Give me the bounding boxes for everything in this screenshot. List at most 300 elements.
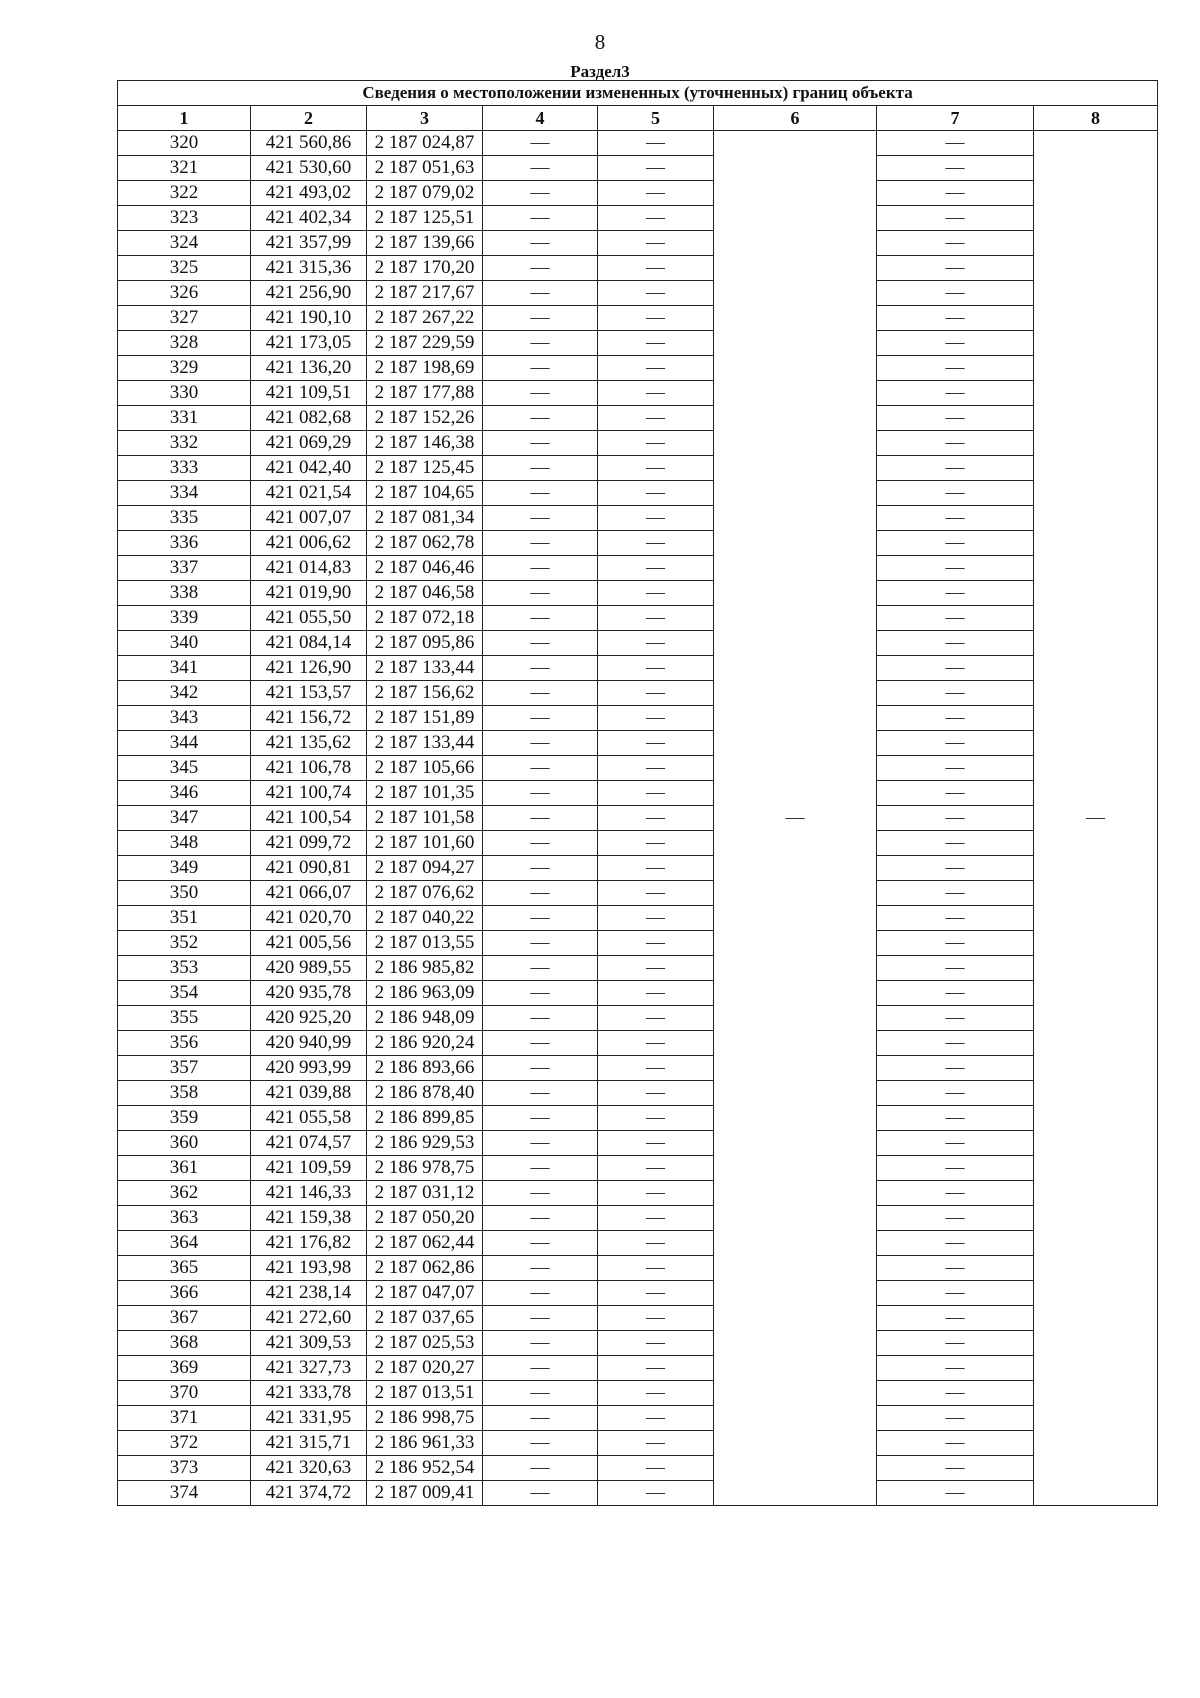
table-row — [118, 1056, 1158, 1081]
coord-x-cell: 421 019,90 — [251, 581, 367, 606]
coord-y-cell: 2 187 020,27 — [367, 1356, 483, 1381]
col5-dash-cell: — — [598, 1456, 714, 1481]
table-row — [118, 1281, 1158, 1306]
point-number-cell: 348 — [118, 831, 251, 856]
col7-dash-cell: — — [877, 231, 1034, 256]
column-header-1: 1 — [118, 106, 251, 131]
col7-dash-cell: — — [877, 1256, 1034, 1281]
coord-y-cell: 2 186 985,82 — [367, 956, 483, 981]
col7-dash-cell: — — [877, 631, 1034, 656]
coord-x-cell: 421 156,72 — [251, 706, 367, 731]
column-header-8: 8 — [1034, 106, 1158, 131]
table-row — [118, 556, 1158, 581]
coord-y-cell: 2 187 050,20 — [367, 1206, 483, 1231]
coord-x-cell: 421 357,99 — [251, 231, 367, 256]
point-number-cell: 323 — [118, 206, 251, 231]
coord-x-cell: 421 069,29 — [251, 431, 367, 456]
table-row — [118, 1306, 1158, 1331]
table-caption: Сведения о местоположении измененных (уточненных) границ объекта — [118, 81, 1158, 106]
coord-x-cell: 421 320,63 — [251, 1456, 367, 1481]
col5-dash-cell: — — [598, 1031, 714, 1056]
col7-dash-cell: — — [877, 1456, 1034, 1481]
col5-dash-cell: — — [598, 1156, 714, 1181]
col7-dash-cell: — — [877, 206, 1034, 231]
coord-y-cell: 2 187 031,12 — [367, 1181, 483, 1206]
coord-y-cell: 2 187 105,66 — [367, 756, 483, 781]
point-number-cell: 338 — [118, 581, 251, 606]
point-number-cell: 324 — [118, 231, 251, 256]
coord-y-cell: 2 187 095,86 — [367, 631, 483, 656]
col5-dash-cell: — — [598, 831, 714, 856]
col7-dash-cell: — — [877, 1081, 1034, 1106]
col4-dash-cell: — — [483, 1031, 598, 1056]
col7-dash-cell: — — [877, 531, 1034, 556]
point-number-cell: 351 — [118, 906, 251, 931]
column-header-7: 7 — [877, 106, 1034, 131]
col5-dash-cell: — — [598, 581, 714, 606]
col4-dash-cell: — — [483, 1156, 598, 1181]
col5-dash-cell: — — [598, 906, 714, 931]
col5-dash-cell: — — [598, 306, 714, 331]
coord-x-cell: 421 530,60 — [251, 156, 367, 181]
table-row — [118, 606, 1158, 631]
point-number-cell: 365 — [118, 1256, 251, 1281]
col5-dash-cell: — — [598, 731, 714, 756]
point-number-cell: 339 — [118, 606, 251, 631]
point-number-cell: 371 — [118, 1406, 251, 1431]
col5-dash-cell: — — [598, 356, 714, 381]
col5-dash-cell: — — [598, 1056, 714, 1081]
col5-dash-cell: — — [598, 856, 714, 881]
coord-y-cell: 2 186 961,33 — [367, 1431, 483, 1456]
coord-y-cell: 2 187 133,44 — [367, 656, 483, 681]
col7-dash-cell: — — [877, 1131, 1034, 1156]
coord-x-cell: 421 238,14 — [251, 1281, 367, 1306]
table-row — [118, 1081, 1158, 1106]
table-row — [118, 506, 1158, 531]
point-number-cell: 337 — [118, 556, 251, 581]
col5-dash-cell: — — [598, 1231, 714, 1256]
table-row — [118, 431, 1158, 456]
point-number-cell: 363 — [118, 1206, 251, 1231]
point-number-cell: 364 — [118, 1231, 251, 1256]
col4-dash-cell: — — [483, 481, 598, 506]
coord-y-cell: 2 187 125,51 — [367, 206, 483, 231]
coord-y-cell: 2 187 046,58 — [367, 581, 483, 606]
table-row — [118, 206, 1158, 231]
col4-dash-cell: — — [483, 1106, 598, 1131]
col4-dash-cell: — — [483, 1056, 598, 1081]
coord-y-cell: 2 186 963,09 — [367, 981, 483, 1006]
page-number: 8 — [594, 30, 606, 54]
col4-dash-cell: — — [483, 1481, 598, 1506]
point-number-cell: 327 — [118, 306, 251, 331]
col7-dash-cell: — — [877, 606, 1034, 631]
table-row — [118, 1456, 1158, 1481]
coord-y-cell: 2 186 893,66 — [367, 1056, 483, 1081]
col7-dash-cell: — — [877, 656, 1034, 681]
col5-dash-cell: — — [598, 206, 714, 231]
col7-dash-cell: — — [877, 1056, 1034, 1081]
col5-dash-cell: — — [598, 1281, 714, 1306]
coord-y-cell: 2 187 170,20 — [367, 256, 483, 281]
col7-dash-cell: — — [877, 381, 1034, 406]
col4-dash-cell: — — [483, 156, 598, 181]
table-row — [118, 356, 1158, 381]
coord-x-cell: 421 099,72 — [251, 831, 367, 856]
col4-dash-cell: — — [483, 1181, 598, 1206]
coord-y-cell: 2 186 929,53 — [367, 1131, 483, 1156]
col5-dash-cell: — — [598, 331, 714, 356]
coord-y-cell: 2 186 920,24 — [367, 1031, 483, 1056]
point-number-cell: 370 — [118, 1381, 251, 1406]
col5-dash-cell: — — [598, 1131, 714, 1156]
table-row — [118, 1131, 1158, 1156]
table-row — [118, 931, 1158, 956]
col5-dash-cell: — — [598, 1356, 714, 1381]
table-row — [118, 181, 1158, 206]
point-number-cell: 325 — [118, 256, 251, 281]
col7-dash-cell: — — [877, 1381, 1034, 1406]
col5-dash-cell: — — [598, 756, 714, 781]
col4-dash-cell: — — [483, 1356, 598, 1381]
point-number-cell: 329 — [118, 356, 251, 381]
point-number-cell: 353 — [118, 956, 251, 981]
coord-y-cell: 2 187 094,27 — [367, 856, 483, 881]
col4-dash-cell: — — [483, 781, 598, 806]
col4-dash-cell: — — [483, 1206, 598, 1231]
point-number-cell: 328 — [118, 331, 251, 356]
table-row — [118, 231, 1158, 256]
col6-merged-cell: — — [714, 131, 877, 1506]
col7-dash-cell: — — [877, 856, 1034, 881]
coord-x-cell: 421 021,54 — [251, 481, 367, 506]
coord-x-cell: 421 327,73 — [251, 1356, 367, 1381]
column-number-row — [118, 106, 1158, 131]
point-number-cell: 331 — [118, 406, 251, 431]
col5-dash-cell: — — [598, 1431, 714, 1456]
coord-x-cell: 421 055,58 — [251, 1106, 367, 1131]
coord-x-cell: 421 039,88 — [251, 1081, 367, 1106]
col4-dash-cell: — — [483, 306, 598, 331]
coord-y-cell: 2 186 899,85 — [367, 1106, 483, 1131]
col5-dash-cell: — — [598, 1381, 714, 1406]
col4-dash-cell: — — [483, 1006, 598, 1031]
col5-dash-cell: — — [598, 931, 714, 956]
col7-dash-cell: — — [877, 1431, 1034, 1456]
col5-dash-cell: — — [598, 606, 714, 631]
col5-dash-cell: — — [598, 1331, 714, 1356]
coord-x-cell: 421 146,33 — [251, 1181, 367, 1206]
col7-dash-cell: — — [877, 1006, 1034, 1031]
col4-dash-cell: — — [483, 256, 598, 281]
table-row — [118, 1156, 1158, 1181]
col7-dash-cell: — — [877, 331, 1034, 356]
col7-dash-cell: — — [877, 731, 1034, 756]
point-number-cell: 358 — [118, 1081, 251, 1106]
table-row — [118, 1206, 1158, 1231]
coord-x-cell: 421 007,07 — [251, 506, 367, 531]
column-header-4: 4 — [483, 106, 598, 131]
col4-dash-cell: — — [483, 231, 598, 256]
column-header-2: 2 — [251, 106, 367, 131]
coord-x-cell: 421 100,74 — [251, 781, 367, 806]
point-number-cell: 372 — [118, 1431, 251, 1456]
table-row — [118, 631, 1158, 656]
col4-dash-cell: — — [483, 656, 598, 681]
table-row — [118, 456, 1158, 481]
point-number-cell: 335 — [118, 506, 251, 531]
coord-y-cell: 2 187 267,22 — [367, 306, 483, 331]
col7-dash-cell: — — [877, 256, 1034, 281]
point-number-cell: 369 — [118, 1356, 251, 1381]
coord-x-cell: 421 256,90 — [251, 281, 367, 306]
point-number-cell: 332 — [118, 431, 251, 456]
col5-dash-cell: — — [598, 981, 714, 1006]
col7-dash-cell: — — [877, 931, 1034, 956]
table-body — [118, 131, 1158, 1506]
table-row — [118, 581, 1158, 606]
table-row — [118, 981, 1158, 1006]
col4-dash-cell: — — [483, 756, 598, 781]
col7-dash-cell: — — [877, 481, 1034, 506]
point-number-cell: 321 — [118, 156, 251, 181]
coord-x-cell: 421 272,60 — [251, 1306, 367, 1331]
col4-dash-cell: — — [483, 1131, 598, 1156]
coord-x-cell: 421 082,68 — [251, 406, 367, 431]
col7-dash-cell: — — [877, 1481, 1034, 1506]
table-row — [118, 806, 1158, 831]
col4-dash-cell: — — [483, 956, 598, 981]
table-row — [118, 281, 1158, 306]
col4-dash-cell: — — [483, 331, 598, 356]
col4-dash-cell: — — [483, 1381, 598, 1406]
section-title: Раздел3 — [570, 62, 630, 81]
col4-dash-cell: — — [483, 1256, 598, 1281]
coord-x-cell: 421 055,50 — [251, 606, 367, 631]
point-number-cell: 366 — [118, 1281, 251, 1306]
point-number-cell: 362 — [118, 1181, 251, 1206]
col5-dash-cell: — — [598, 1406, 714, 1431]
coord-x-cell: 421 006,62 — [251, 531, 367, 556]
coord-y-cell: 2 186 878,40 — [367, 1081, 483, 1106]
table-row — [118, 781, 1158, 806]
point-number-cell: 368 — [118, 1331, 251, 1356]
col7-dash-cell: — — [877, 1281, 1034, 1306]
coord-x-cell: 421 005,56 — [251, 931, 367, 956]
point-number-cell: 352 — [118, 931, 251, 956]
col5-dash-cell: — — [598, 1106, 714, 1131]
col7-dash-cell: — — [877, 556, 1034, 581]
col7-dash-cell: — — [877, 1031, 1034, 1056]
coord-x-cell: 421 190,10 — [251, 306, 367, 331]
table-row — [118, 906, 1158, 931]
coord-x-cell: 421 374,72 — [251, 1481, 367, 1506]
coord-x-cell: 421 014,83 — [251, 556, 367, 581]
col4-dash-cell: — — [483, 281, 598, 306]
point-number-cell: 341 — [118, 656, 251, 681]
col4-dash-cell: — — [483, 356, 598, 381]
col7-dash-cell: — — [877, 1306, 1034, 1331]
point-number-cell: 354 — [118, 981, 251, 1006]
col5-dash-cell: — — [598, 1081, 714, 1106]
coord-x-cell: 421 100,54 — [251, 806, 367, 831]
col4-dash-cell: — — [483, 531, 598, 556]
coord-x-cell: 421 331,95 — [251, 1406, 367, 1431]
table-caption-row — [118, 81, 1158, 106]
col4-dash-cell: — — [483, 931, 598, 956]
col7-dash-cell: — — [877, 1106, 1034, 1131]
col7-dash-cell: — — [877, 1156, 1034, 1181]
col7-dash-cell: — — [877, 431, 1034, 456]
coord-y-cell: 2 187 046,46 — [367, 556, 483, 581]
coord-x-cell: 421 402,34 — [251, 206, 367, 231]
col4-dash-cell: — — [483, 206, 598, 231]
column-header-3: 3 — [367, 106, 483, 131]
col4-dash-cell: — — [483, 406, 598, 431]
coord-y-cell: 2 187 101,35 — [367, 781, 483, 806]
col5-dash-cell: — — [598, 506, 714, 531]
coord-y-cell: 2 187 051,63 — [367, 156, 483, 181]
col4-dash-cell: — — [483, 1431, 598, 1456]
column-header-5: 5 — [598, 106, 714, 131]
col7-dash-cell: — — [877, 806, 1034, 831]
col7-dash-cell: — — [877, 156, 1034, 181]
table-row — [118, 1031, 1158, 1056]
coord-y-cell: 2 187 133,44 — [367, 731, 483, 756]
table-row — [118, 131, 1158, 156]
coord-x-cell: 420 989,55 — [251, 956, 367, 981]
col4-dash-cell: — — [483, 181, 598, 206]
col5-dash-cell: — — [598, 806, 714, 831]
point-number-cell: 342 — [118, 681, 251, 706]
col5-dash-cell: — — [598, 881, 714, 906]
col5-dash-cell: — — [598, 256, 714, 281]
coord-y-cell: 2 187 040,22 — [367, 906, 483, 931]
table-row — [118, 1431, 1158, 1456]
col5-dash-cell: — — [598, 1006, 714, 1031]
col7-dash-cell: — — [877, 681, 1034, 706]
col4-dash-cell: — — [483, 1331, 598, 1356]
col4-dash-cell: — — [483, 1406, 598, 1431]
coord-y-cell: 2 187 037,65 — [367, 1306, 483, 1331]
coord-x-cell: 421 315,71 — [251, 1431, 367, 1456]
coord-x-cell: 420 925,20 — [251, 1006, 367, 1031]
table-row — [118, 256, 1158, 281]
point-number-cell: 343 — [118, 706, 251, 731]
point-number-cell: 374 — [118, 1481, 251, 1506]
point-number-cell: 326 — [118, 281, 251, 306]
coord-x-cell: 421 126,90 — [251, 656, 367, 681]
col7-dash-cell: — — [877, 981, 1034, 1006]
coord-y-cell: 2 187 156,62 — [367, 681, 483, 706]
col5-dash-cell: — — [598, 481, 714, 506]
point-number-cell: 359 — [118, 1106, 251, 1131]
col4-dash-cell: — — [483, 131, 598, 156]
coord-y-cell: 2 187 062,78 — [367, 531, 483, 556]
col7-dash-cell: — — [877, 356, 1034, 381]
table-row — [118, 731, 1158, 756]
point-number-cell: 334 — [118, 481, 251, 506]
coord-x-cell: 421 020,70 — [251, 906, 367, 931]
coord-y-cell: 2 187 024,87 — [367, 131, 483, 156]
col4-dash-cell: — — [483, 381, 598, 406]
col4-dash-cell: — — [483, 1306, 598, 1331]
col7-dash-cell: — — [877, 131, 1034, 156]
col4-dash-cell: — — [483, 631, 598, 656]
col4-dash-cell: — — [483, 831, 598, 856]
col4-dash-cell: — — [483, 731, 598, 756]
table-row — [118, 1106, 1158, 1131]
coord-y-cell: 2 187 104,65 — [367, 481, 483, 506]
col5-dash-cell: — — [598, 956, 714, 981]
table-row — [118, 1356, 1158, 1381]
col7-dash-cell: — — [877, 1406, 1034, 1431]
col4-dash-cell: — — [483, 1281, 598, 1306]
coord-x-cell: 420 935,78 — [251, 981, 367, 1006]
coord-y-cell: 2 186 978,75 — [367, 1156, 483, 1181]
table-row — [118, 756, 1158, 781]
coord-y-cell: 2 186 948,09 — [367, 1006, 483, 1031]
col5-dash-cell: — — [598, 531, 714, 556]
column-header-6: 6 — [714, 106, 877, 131]
coord-x-cell: 421 153,57 — [251, 681, 367, 706]
point-number-cell: 356 — [118, 1031, 251, 1056]
col4-dash-cell: — — [483, 1231, 598, 1256]
table-row — [118, 531, 1158, 556]
col4-dash-cell: — — [483, 581, 598, 606]
point-number-cell: 336 — [118, 531, 251, 556]
col7-dash-cell: — — [877, 831, 1034, 856]
col7-dash-cell: — — [877, 1181, 1034, 1206]
coord-x-cell: 421 090,81 — [251, 856, 367, 881]
coord-y-cell: 2 187 076,62 — [367, 881, 483, 906]
coord-x-cell: 421 074,57 — [251, 1131, 367, 1156]
col7-dash-cell: — — [877, 1206, 1034, 1231]
col5-dash-cell: — — [598, 381, 714, 406]
coord-x-cell: 421 333,78 — [251, 1381, 367, 1406]
coord-x-cell: 420 940,99 — [251, 1031, 367, 1056]
coord-x-cell: 421 136,20 — [251, 356, 367, 381]
col7-dash-cell: — — [877, 781, 1034, 806]
point-number-cell: 346 — [118, 781, 251, 806]
coord-y-cell: 2 187 079,02 — [367, 181, 483, 206]
coord-y-cell: 2 187 081,34 — [367, 506, 483, 531]
col5-dash-cell: — — [598, 281, 714, 306]
point-number-cell: 345 — [118, 756, 251, 781]
col5-dash-cell: — — [598, 556, 714, 581]
col7-dash-cell: — — [877, 756, 1034, 781]
table-row — [118, 1006, 1158, 1031]
col7-dash-cell: — — [877, 1331, 1034, 1356]
coord-y-cell: 2 187 101,58 — [367, 806, 483, 831]
col5-dash-cell: — — [598, 1306, 714, 1331]
point-number-cell: 333 — [118, 456, 251, 481]
coord-x-cell: 421 176,82 — [251, 1231, 367, 1256]
coord-y-cell: 2 187 013,55 — [367, 931, 483, 956]
coord-y-cell: 2 187 177,88 — [367, 381, 483, 406]
col5-dash-cell: — — [598, 156, 714, 181]
coord-x-cell: 421 493,02 — [251, 181, 367, 206]
col7-dash-cell: — — [877, 1356, 1034, 1381]
col5-dash-cell: — — [598, 706, 714, 731]
coord-y-cell: 2 187 101,60 — [367, 831, 483, 856]
col7-dash-cell: — — [877, 281, 1034, 306]
point-number-cell: 340 — [118, 631, 251, 656]
coord-y-cell: 2 187 062,44 — [367, 1231, 483, 1256]
col4-dash-cell: — — [483, 706, 598, 731]
col7-dash-cell: — — [877, 581, 1034, 606]
